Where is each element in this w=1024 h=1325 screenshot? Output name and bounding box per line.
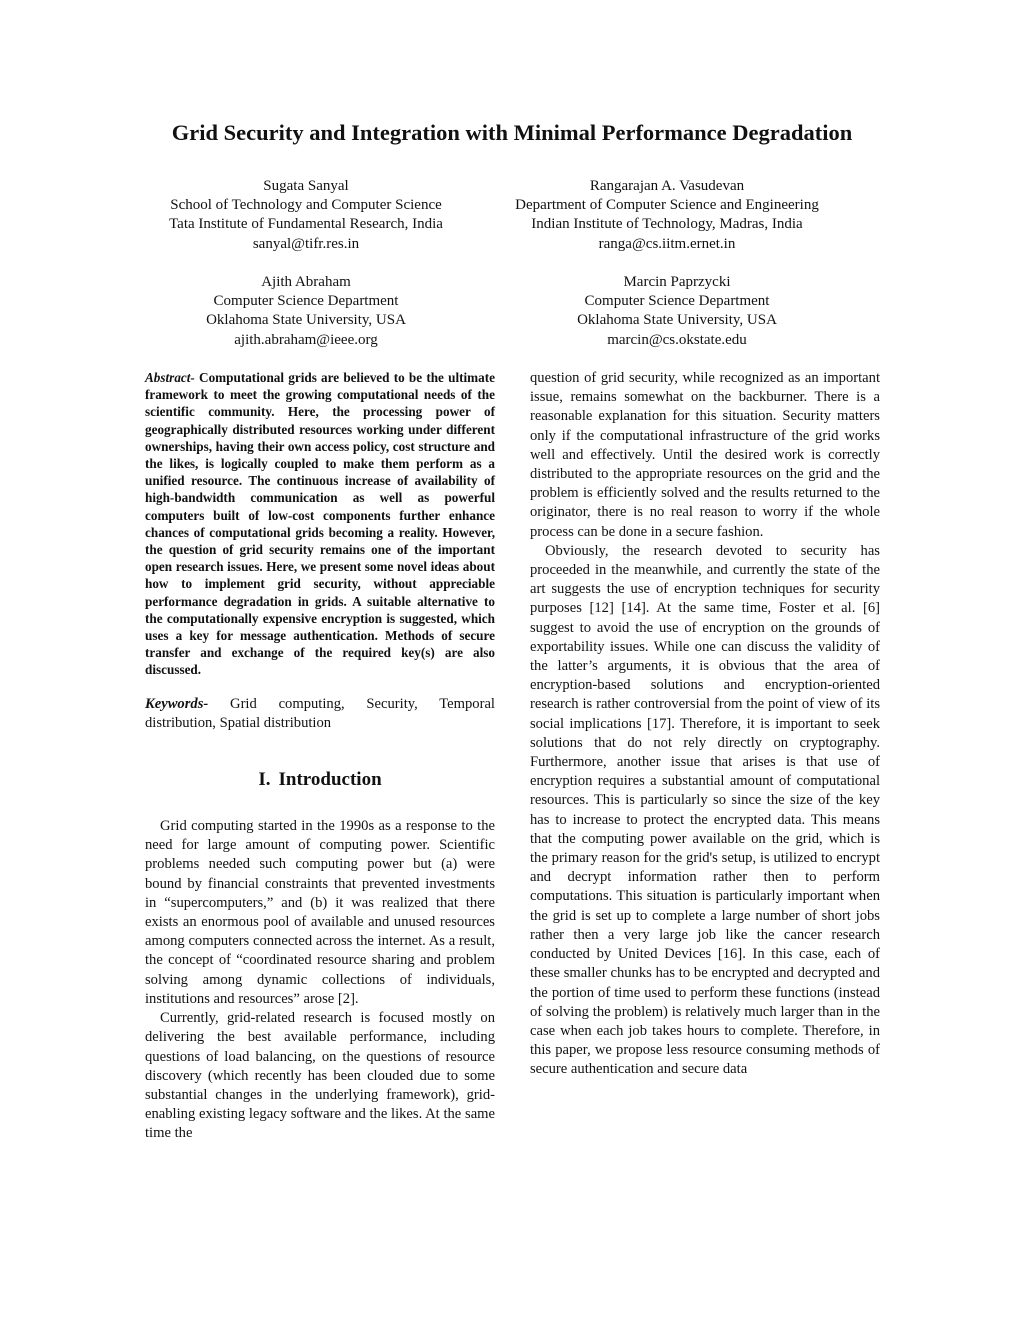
author-name: Ajith Abraham [261, 274, 351, 290]
left-column [145, 369, 495, 1144]
section-heading-introduction [145, 769, 495, 791]
author-block-paprzycki [467, 273, 887, 350]
abstract-text: Computational grids are believed to be the ultimate framework to meet the growing computational needs of the scientific community. Here, the processing power of geographically distributed resources working under different ownerships, having their own access policy, cost structure and the likes, is logically coupled to make them perform as a unified resource. The continuous increase of availability of high-bandwidth communication as well as powerful computers built of low-cost components further enhance chances of computational grids becoming a reality. However, the question of grid security remains one of the important open research issues. Here, we present some novel ideas about how to implement grid security, without appreciable performance degradation in grids. A suitable alternative to the computationally expensive encryption is suggested, which uses a key for message authentication. Methods of secure transfer and exchange of the required key(s) are also discussed. [145, 370, 495, 678]
author-block-vasudevan [457, 177, 877, 254]
author-affiliation: Computer Science Department [584, 293, 770, 310]
author-email: ajith.abraham@ieee.org [234, 331, 378, 348]
section-number: I. [258, 769, 271, 791]
body-paragraph: question of grid security, while recognized as an important issue, remains somewhat on the backburner. There is a reasonable explanation for this situation. Security matters only if the computational infrastructure of the grid works well and effectively. Until the desired work is correctly distributed to the appropriate resources on the grid and the problem is efficiently solved and the results returned to the originator, there is no real reason to worry if the whole process can be done in a secure fashion. [530, 370, 880, 540]
author-name: Marcin Paprzycki [623, 274, 731, 290]
paper-title: Grid Security and Integration with Minimal Performance Degradation [171, 120, 853, 145]
intro-paragraph: Currently, grid-related research is focused mostly on delivering the best available performance, including questions of load balancing, on the questions of resource discovery (which recently has been clouded due to some substantial changes in the underlying framework), grid-enabling existing legacy software and the likes. At the same time the [145, 1010, 495, 1142]
body-paragraph: Obviously, the research devoted to security has proceeded in the meanwhile, and currently the state of the art suggests the use of encryption techniques for security purposes [12] [14]. At the same time, Foster et al. [6] suggest to avoid the use of encryption on the grounds of exportability issues. While one can discuss the validity of the latter’s arguments, it is obvious that the area of encryption-based solutions and encryption-oriented research is rather controversial from the point of view of its social implications [17]. Therefore, it is important to seek solutions that do not rely directly on cryptography. Furthermore, another issue that arises is that use of encryption requires a substantial amount of computational resources. This is particularly so since the size of the key has to increase to protect the encrypted data. This means that the computing power available on the grid, which is the primary reason for the grid's setup, is utilized to encrypt and decrypt information rather then to perform computations. This situation is particularly important when the grid is set up to complete a large number of short jobs rather then a very large job like the cancer research conducted by United Devices [16]. In this case, each of these smaller chunks has to be encrypted and decrypted and the portion of time used to perform these functions (instead of solving the problem) is relatively much larger than in the case when each job takes hours to complete. Therefore, in this paper, we propose less resource consuming methods of secure authentication and secure data [530, 542, 880, 1078]
author-block-abraham [96, 273, 516, 350]
author-institution: Tata Institute of Fundamental Research, India [169, 216, 443, 233]
abstract [145, 369, 495, 679]
author-institution: Oklahoma State University, USA [577, 312, 777, 329]
intro-paragraph: Grid computing started in the 1990s as a response to the need for large amount of computing power. Scientific problems needed such computing power but (a) were bound by financial constraints that prevented investments in “supercomputers,” and (b) it was realized that there exists an enormous pool of available and unused resources among computers connected across the internet. As a result, the concept of “coordinated resource sharing and problem solving among dynamic collections of individuals, institutions and resources” arose [2]. [145, 818, 495, 1007]
author-institution: Oklahoma State University, USA [206, 312, 406, 329]
author-email: ranga@cs.iitm.ernet.in [598, 235, 736, 252]
author-affiliation: Computer Science Department [213, 293, 399, 310]
section-title: Introduction [278, 769, 382, 791]
author-name: Rangarajan A. Vasudevan [589, 178, 745, 194]
keywords-lead: Keywords- [145, 695, 209, 712]
keywords-text: Grid computing, Security, Temporal distribution, Spatial distribution [145, 695, 495, 731]
author-block-sanyal [96, 177, 516, 254]
author-affiliation: Department of Computer Science and Engineering [515, 197, 819, 214]
abstract-lead: Abstract- [145, 370, 195, 385]
author-affiliation: School of Technology and Computer Science [170, 197, 442, 214]
author-name: Sugata Sanyal [263, 178, 349, 194]
author-email: sanyal@tifr.res.in [252, 235, 360, 252]
author-institution: Indian Institute of Technology, Madras, India [531, 216, 803, 233]
right-column [530, 369, 880, 1080]
keywords [145, 695, 495, 733]
author-email: marcin@cs.okstate.edu [607, 331, 747, 348]
